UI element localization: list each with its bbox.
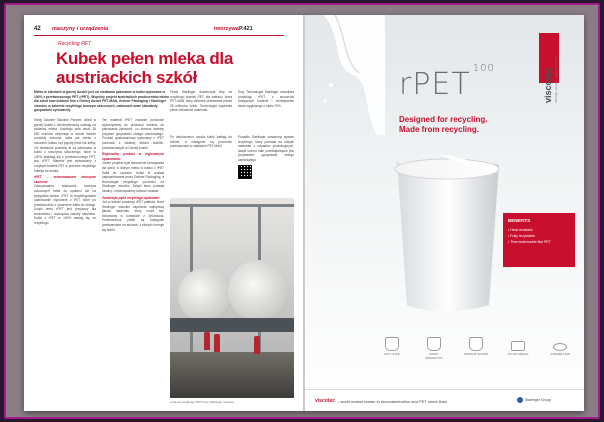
hot-cup-icon: [385, 337, 399, 351]
soup-cup-icon: [469, 337, 483, 351]
page-number: 42: [34, 26, 41, 32]
brand-vertical-text: viscotec: [543, 66, 553, 103]
meal-tray-icon: [511, 341, 525, 351]
benefit-item: • Heat resistant: [508, 227, 570, 233]
application-dairy: [421, 337, 447, 360]
screenshot-frame: [4, 3, 600, 419]
rpet-logo: [399, 63, 495, 102]
article-column-4-top: [238, 90, 294, 130]
ad-footer: [305, 389, 584, 411]
subheading: rPET – zrównoważone tworzywo sztuczne: [34, 175, 96, 184]
column-text: Eng. Technologia Starlinger umożliwia produkcję rPET z surowców dostępnych lokalnie i zmniejszenie śladu węglowego o około 70%.: [238, 90, 294, 108]
magazine-name: tworzywa: [214, 26, 239, 32]
benefits-heading: BENEFITS: [508, 218, 531, 223]
photo-caption: Linia do recyklingu PET firmy Starlinger viscotec: [170, 400, 235, 404]
rpet-cup-illustration: [377, 155, 517, 315]
qr-code: [238, 165, 252, 179]
column-text: Po zakończeniu użycia kubki trafiają do zbiórki, a następnie są ponownie przetwarzane w zakładzie PET-MAN.: [170, 135, 232, 149]
page-ref: P.421: [239, 26, 253, 32]
benefits-list: [508, 227, 570, 245]
article-column-2: [102, 118, 164, 398]
header-rule: [34, 35, 284, 36]
article-lead: Mleko w szkołach w górnej Austrii jest od niedawna pakowane w kubki wykonane w 100% z przetworzonego PET (rPET). Wspólny projekt austriackich producentów mleka dla szkół oraz kubków firm z Górnej Austrii PET-MAN, Greiner Packaging i Starlinger viscotec w zakresie recyklingu tworzyw sztucznych, ustanowił nowe standardy gospodarki cyrkularnej.: [34, 90, 169, 113]
brand-vertical-subtext: Starlinger viscotec – decontamination: [554, 56, 558, 103]
column-text: Kiedy Szkolne Szkolnie Piorkee, dzieci w górnej Austrii z niecierpliwością czekają na szklankę mleka. Każdego dnia około 36 000 uczniów otrzymuje w szkole świeże produkty mleczne, takie jak mleko z owocami, kakao czy jogurty pitne lub kefiry. Od niedawna produkty te są pakowane w kubki z tworzywa sztucznego, które w 100% składają się z przetworzonego PET, tzw. rPET. Materiał jest wytwarzany z zużytych butelek PET w procesie recyklingu butelka do kubka.: [34, 118, 96, 173]
column-text: Już w trakcie produkcji rPET płatków, firma Starlinger viscotec zapewnia najwyższą jakość materiału, który może być stosowany w kontakcie z żywnością. Przetworzone płatki są następnie przetwarzane na arkusze, z których formuje się kubki.: [102, 200, 164, 232]
factory-photo: [170, 198, 294, 398]
footer-group: Starlinger Group: [525, 398, 551, 402]
ad-tagline: [399, 115, 487, 135]
running-header: [34, 25, 294, 35]
benefits-box: [503, 213, 575, 267]
magazine-spread: [24, 15, 584, 411]
article-column-1: [34, 118, 96, 398]
application-meals: [505, 337, 531, 357]
application-label: COFFEE LIDS: [550, 352, 570, 356]
footer-brand: viscotec: [315, 398, 336, 404]
coffee-lid-icon: [553, 343, 567, 351]
logo-superscript: 100: [472, 63, 495, 74]
dairy-cup-icon: [427, 337, 441, 351]
article-kicker: Recycling PET: [58, 41, 91, 47]
article-headline: Kubek pełen mleka dla austriackich szkół: [56, 49, 233, 87]
application-label: DAIRY PRODUCTS: [425, 352, 443, 360]
article-column-3-bottom: [170, 135, 232, 195]
application-hot-cups: [379, 337, 405, 357]
subheading: Zamknięta pętla recyklingu opakowań: [102, 195, 160, 200]
application-soups: [463, 337, 489, 357]
article-column-3-top: [170, 90, 232, 130]
tagline-line-1: Designed for recycling.: [399, 115, 488, 124]
application-label: TO-GO MEALS: [507, 352, 529, 356]
benefit-item: • Fully recyclable: [508, 233, 570, 239]
tagline-line-2: Made from recycling.: [399, 125, 480, 134]
column-text: Firma Starlinger dostarczyła linię do recyklingu butelek PET, dla zakładu, firma PET-MAN, który dziennie przetwarza ponad 25 milionów sztuk. Technologia zapewnia pełne odkażenie materiału.: [170, 90, 232, 113]
milk-splash-illustration: [313, 15, 385, 135]
application-icons: [379, 337, 579, 377]
column-text: Celem projektu było stworzenie rozwiązania dla szkół, w którym mleko w kubku z rPET trafia do uczniów. Kubki te zostały zaprojektowane przez Greiner Packaging, a technologia recyklingu pochodzi od Starlinger viscotec. Dzięki temu powstał lokalny i zrównoważony łańcuch dostaw.: [102, 161, 164, 193]
footer-claim: – world market leader in decontamination and PET sheet lines: [337, 398, 447, 404]
application-lids: [547, 337, 573, 357]
advertisement-page: [305, 15, 584, 411]
application-label: INSTANT SOUPS: [464, 352, 488, 356]
application-label: HOT CUPS: [384, 352, 400, 356]
column-text: Ten materiał rPET zostanie ponownie wykorzystany do produkcji kubków do pakowania żywności, co stanowi świetny przykład gospodarki obiegu zamkniętego. Produkt opakowaniowy wykonany z rPET pochodzi z lokalnej zbiórki butelek, przetwarzanych w Górnej Austrii.: [102, 118, 164, 150]
section-name: maszyny i urządzenia: [52, 26, 109, 32]
column-text: Zdecydowana większość tworzyw sztucznych trafia do spalarni lub na wysypiska śmieci. rPET to recyklingowane opakowanie wykonane z PET, które po przetworzeniu z powrotem trafia do obiegu. Dzięki temu rPET jest przyjazny dla środowiska i oszczędza zasoby naturalne. Kubki z rPET w 100% nadają się do recyklingu.: [34, 184, 96, 226]
column-text: Ponadto Starlinger dostarczył system recyklingu, który pozwala na odzysk materiału z odpadów produkcyjnych, dzięki czemu całe przedsięwzięcie jest przykładem gospodarki obiegu zamkniętego.: [238, 135, 294, 162]
article-page: [24, 15, 304, 411]
benefit-item: • Thermoformable like PET: [508, 239, 570, 245]
logo-text: rPET: [399, 67, 471, 102]
starlinger-logo-icon: [517, 397, 523, 403]
subheading: Regionalny produkt w regionalnym opakowaniu: [102, 152, 164, 161]
